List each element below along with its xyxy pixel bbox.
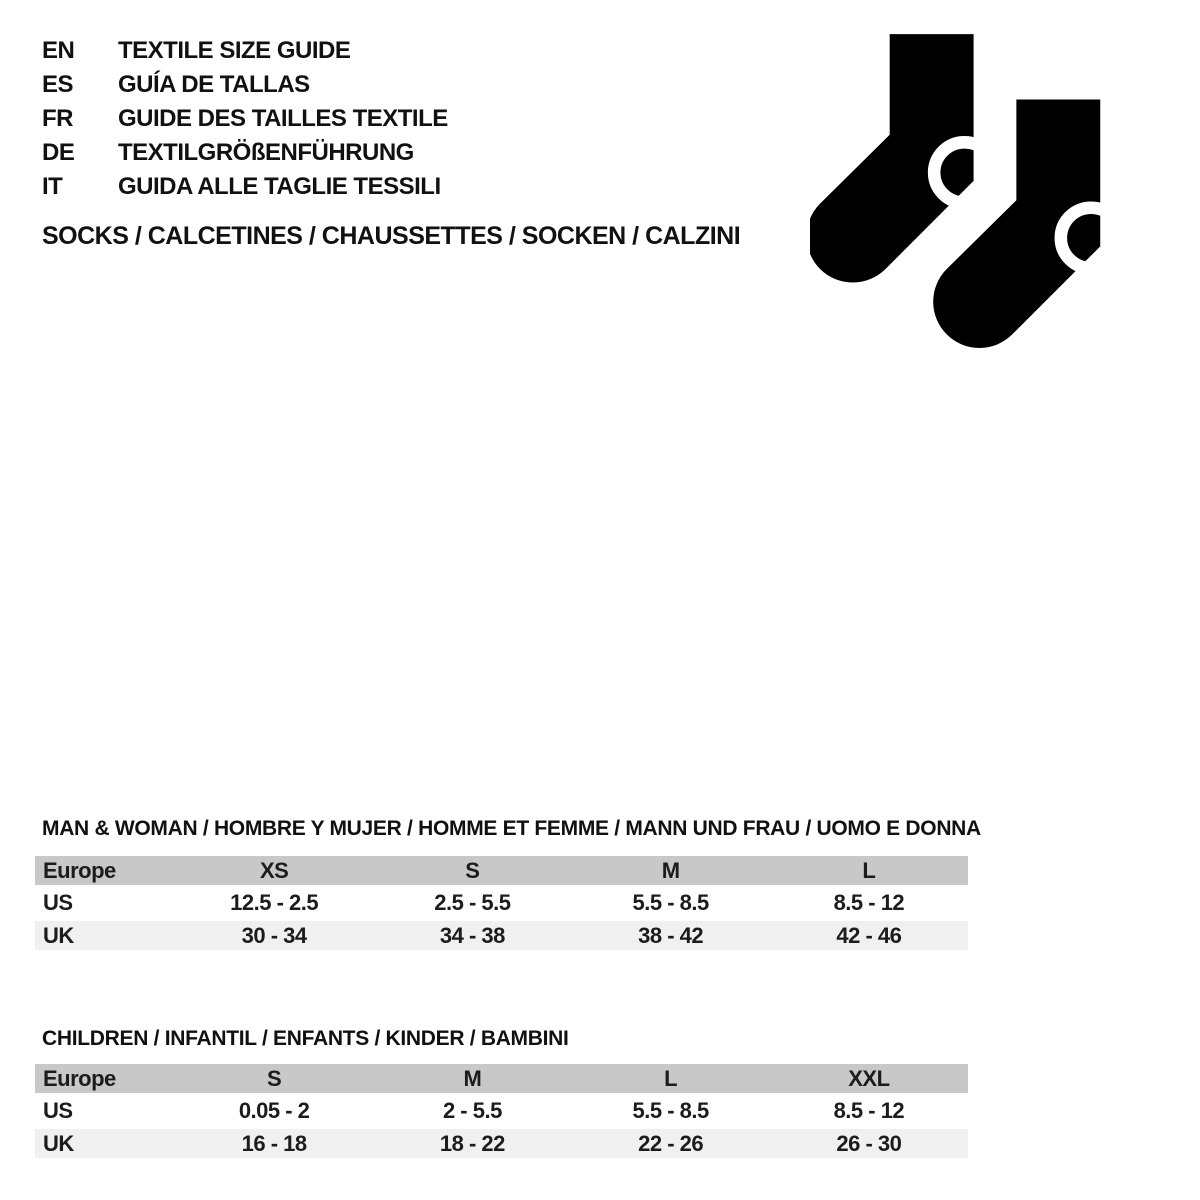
language-label: TEXTILGRÖßENFÜHRUNG xyxy=(118,139,414,166)
size-cell: 2 - 5.5 xyxy=(373,1093,571,1129)
language-code: IT xyxy=(42,173,63,200)
row-label: UK xyxy=(35,1129,175,1158)
size-cell: 8.5 - 12 xyxy=(770,885,968,921)
table-row-us xyxy=(35,1093,968,1129)
column-header-l: L xyxy=(572,1064,770,1093)
adult-header-row xyxy=(35,856,968,885)
language-label: GUIDE DES TAILLES TEXTILE xyxy=(118,105,448,132)
socks-icon xyxy=(810,34,1112,353)
column-header-europe: Europe xyxy=(35,1064,175,1093)
sock-left xyxy=(810,34,995,282)
language-row-fr xyxy=(42,102,448,136)
size-cell: 26 - 30 xyxy=(770,1129,968,1158)
table-row-uk xyxy=(35,921,968,950)
language-row-it xyxy=(42,170,448,204)
column-header-xs: XS xyxy=(175,856,373,885)
children-table-title: CHILDREN / INFANTIL / ENFANTS / KINDER / BAMBINI xyxy=(42,1027,569,1050)
size-cell: 18 - 22 xyxy=(373,1129,571,1158)
size-cell: 42 - 46 xyxy=(770,921,968,950)
language-code: EN xyxy=(42,37,75,64)
size-cell: 12.5 - 2.5 xyxy=(175,885,373,921)
children-size-table xyxy=(35,1064,968,1158)
language-label: GUÍA DE TALLAS xyxy=(118,71,310,98)
column-header-m: M xyxy=(572,856,770,885)
language-row-es xyxy=(42,68,448,102)
children-header-row xyxy=(35,1064,968,1093)
column-header-s: S xyxy=(175,1064,373,1093)
column-header-s: S xyxy=(373,856,571,885)
language-row-en xyxy=(42,34,448,68)
language-list xyxy=(42,34,448,204)
language-label: TEXTILE SIZE GUIDE xyxy=(118,37,351,64)
size-cell: 16 - 18 xyxy=(175,1129,373,1158)
column-header-l: L xyxy=(770,856,968,885)
size-cell: 8.5 - 12 xyxy=(770,1093,968,1129)
language-label: GUIDA ALLE TAGLIE TESSILI xyxy=(118,173,441,200)
size-cell: 5.5 - 8.5 xyxy=(572,1093,770,1129)
language-code: ES xyxy=(42,71,74,98)
table-row-us xyxy=(35,885,968,921)
language-code: DE xyxy=(42,139,75,166)
language-code: FR xyxy=(42,105,73,132)
table-row-uk xyxy=(35,1129,968,1158)
language-row-de xyxy=(42,136,448,170)
size-cell: 30 - 34 xyxy=(175,921,373,950)
size-cell: 0.05 - 2 xyxy=(175,1093,373,1129)
size-cell: 2.5 - 5.5 xyxy=(373,885,571,921)
column-header-m: M xyxy=(373,1064,571,1093)
product-category-line: SOCKS / CALCETINES / CHAUSSETTES / SOCKEN / CALZINI xyxy=(42,222,741,250)
size-cell: 5.5 - 8.5 xyxy=(572,885,770,921)
size-cell: 38 - 42 xyxy=(572,921,770,950)
adult-table-title: MAN & WOMAN / HOMBRE Y MUJER / HOMME ET FEMME / MANN UND FRAU / UOMO E DONNA xyxy=(42,817,981,840)
row-label: US xyxy=(35,1093,175,1129)
size-cell: 34 - 38 xyxy=(373,921,571,950)
column-header-xxl: XXL xyxy=(770,1064,968,1093)
size-cell: 22 - 26 xyxy=(572,1129,770,1158)
adult-size-table xyxy=(35,856,968,950)
column-header-europe: Europe xyxy=(35,856,175,885)
row-label: UK xyxy=(35,921,175,950)
row-label: US xyxy=(35,885,175,921)
